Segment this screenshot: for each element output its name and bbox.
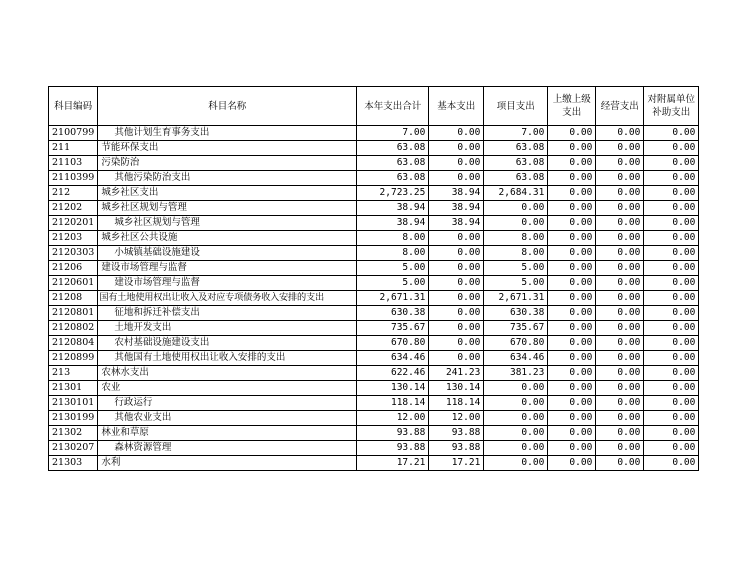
- cell-name: 城乡社区支出: [98, 186, 357, 201]
- cell-subsidy: 0.00: [644, 276, 699, 291]
- cell-project: 5.00: [484, 261, 548, 276]
- cell-code: 21203: [49, 231, 98, 246]
- cell-remit: 0.00: [548, 201, 596, 216]
- cell-basic: 38.94: [429, 216, 484, 231]
- cell-remit: 0.00: [548, 351, 596, 366]
- cell-remit: 0.00: [548, 276, 596, 291]
- cell-code: 2120201: [49, 216, 98, 231]
- cell-subsidy: 0.00: [644, 156, 699, 171]
- cell-business: 0.00: [596, 396, 644, 411]
- header-total: 本年支出合计: [357, 87, 429, 126]
- cell-project: 8.00: [484, 231, 548, 246]
- cell-total: 7.00: [357, 126, 429, 141]
- cell-business: 0.00: [596, 411, 644, 426]
- cell-project: 735.67: [484, 321, 548, 336]
- cell-subsidy: 0.00: [644, 246, 699, 261]
- cell-code: 213: [49, 366, 98, 381]
- table-row: [49, 351, 699, 366]
- header-row: [49, 87, 699, 126]
- cell-subsidy: 0.00: [644, 231, 699, 246]
- cell-code: 21208: [49, 291, 98, 306]
- cell-business: 0.00: [596, 336, 644, 351]
- table-row: [49, 411, 699, 426]
- cell-basic: 38.94: [429, 201, 484, 216]
- cell-project: 7.00: [484, 126, 548, 141]
- cell-total: 63.08: [357, 141, 429, 156]
- cell-total: 670.80: [357, 336, 429, 351]
- cell-basic: 118.14: [429, 396, 484, 411]
- cell-code: 21202: [49, 201, 98, 216]
- header-project: 项目支出: [484, 87, 548, 126]
- cell-name: 建设市场管理与监督: [98, 276, 357, 291]
- cell-total: 93.88: [357, 441, 429, 456]
- cell-name: 污染防治: [98, 156, 357, 171]
- cell-business: 0.00: [596, 306, 644, 321]
- cell-total: 5.00: [357, 261, 429, 276]
- cell-code: 2120899: [49, 351, 98, 366]
- cell-project: 63.08: [484, 171, 548, 186]
- header-basic: 基本支出: [429, 87, 484, 126]
- cell-subsidy: 0.00: [644, 396, 699, 411]
- table-row: [49, 321, 699, 336]
- cell-code: 2120804: [49, 336, 98, 351]
- cell-basic: 0.00: [429, 321, 484, 336]
- cell-project: 0.00: [484, 411, 548, 426]
- cell-subsidy: 0.00: [644, 306, 699, 321]
- cell-business: 0.00: [596, 246, 644, 261]
- cell-remit: 0.00: [548, 186, 596, 201]
- cell-name: 建设市场管理与监督: [98, 261, 357, 276]
- header-subsidy-line2: 补助支出: [652, 107, 691, 118]
- header-business: 经营支出: [596, 87, 644, 126]
- cell-business: 0.00: [596, 441, 644, 456]
- cell-remit: 0.00: [548, 216, 596, 231]
- cell-name: 节能环保支出: [98, 141, 357, 156]
- cell-total: 735.67: [357, 321, 429, 336]
- header-name: 科目名称: [98, 87, 357, 126]
- header-subsidy-line1: 对附属单位: [647, 94, 696, 105]
- cell-remit: 0.00: [548, 141, 596, 156]
- cell-total: 118.14: [357, 396, 429, 411]
- expenditure-table: [48, 86, 699, 471]
- cell-remit: 0.00: [548, 441, 596, 456]
- cell-business: 0.00: [596, 231, 644, 246]
- cell-basic: 241.23: [429, 366, 484, 381]
- cell-remit: 0.00: [548, 231, 596, 246]
- table-row: [49, 396, 699, 411]
- cell-project: 2,671.31: [484, 291, 548, 306]
- cell-business: 0.00: [596, 171, 644, 186]
- cell-name: 其他污染防治支出: [98, 171, 357, 186]
- cell-project: 2,684.31: [484, 186, 548, 201]
- cell-remit: 0.00: [548, 411, 596, 426]
- cell-basic: 0.00: [429, 246, 484, 261]
- cell-business: 0.00: [596, 126, 644, 141]
- cell-code: 2120303: [49, 246, 98, 261]
- cell-business: 0.00: [596, 276, 644, 291]
- cell-name: 农林水支出: [98, 366, 357, 381]
- cell-project: 381.23: [484, 366, 548, 381]
- cell-total: 2,671.31: [357, 291, 429, 306]
- cell-project: 0.00: [484, 216, 548, 231]
- cell-remit: 0.00: [548, 261, 596, 276]
- table-row: [49, 366, 699, 381]
- cell-name: 其他国有土地使用权出让收入安排的支出: [98, 351, 357, 366]
- table-row: [49, 381, 699, 396]
- cell-code: 21206: [49, 261, 98, 276]
- cell-code: 2120802: [49, 321, 98, 336]
- cell-basic: 0.00: [429, 351, 484, 366]
- cell-basic: 12.00: [429, 411, 484, 426]
- cell-basic: 17.21: [429, 456, 484, 471]
- cell-business: 0.00: [596, 291, 644, 306]
- cell-subsidy: 0.00: [644, 366, 699, 381]
- cell-business: 0.00: [596, 201, 644, 216]
- cell-remit: 0.00: [548, 426, 596, 441]
- cell-basic: 38.94: [429, 186, 484, 201]
- cell-basic: 0.00: [429, 291, 484, 306]
- table-row: [49, 426, 699, 441]
- header-remit-line1: 上缴上级: [552, 94, 591, 105]
- cell-business: 0.00: [596, 426, 644, 441]
- header-remit-line2: 支出: [562, 107, 582, 118]
- cell-code: 2130199: [49, 411, 98, 426]
- cell-subsidy: 0.00: [644, 411, 699, 426]
- cell-code: 21302: [49, 426, 98, 441]
- cell-name: 城乡社区规划与管理: [98, 216, 357, 231]
- cell-basic: 0.00: [429, 231, 484, 246]
- cell-code: 2120801: [49, 306, 98, 321]
- cell-subsidy: 0.00: [644, 351, 699, 366]
- cell-business: 0.00: [596, 351, 644, 366]
- cell-remit: 0.00: [548, 291, 596, 306]
- cell-project: 0.00: [484, 201, 548, 216]
- cell-total: 8.00: [357, 231, 429, 246]
- cell-basic: 0.00: [429, 156, 484, 171]
- cell-basic: 0.00: [429, 306, 484, 321]
- cell-total: 630.38: [357, 306, 429, 321]
- cell-name: 农业: [98, 381, 357, 396]
- cell-subsidy: 0.00: [644, 321, 699, 336]
- cell-project: 630.38: [484, 306, 548, 321]
- cell-subsidy: 0.00: [644, 336, 699, 351]
- table-row: [49, 306, 699, 321]
- cell-subsidy: 0.00: [644, 171, 699, 186]
- cell-code: 2130207: [49, 441, 98, 456]
- cell-total: 38.94: [357, 201, 429, 216]
- cell-business: 0.00: [596, 141, 644, 156]
- cell-name: 城乡社区公共设施: [98, 231, 357, 246]
- cell-business: 0.00: [596, 321, 644, 336]
- cell-name: 其他计划生育事务支出: [98, 126, 357, 141]
- table-row: [49, 291, 699, 306]
- cell-code: 2100799: [49, 126, 98, 141]
- cell-remit: 0.00: [548, 246, 596, 261]
- cell-project: 63.08: [484, 141, 548, 156]
- cell-code: 2110399: [49, 171, 98, 186]
- cell-subsidy: 0.00: [644, 186, 699, 201]
- cell-name: 林业和草原: [98, 426, 357, 441]
- cell-remit: 0.00: [548, 396, 596, 411]
- cell-business: 0.00: [596, 186, 644, 201]
- cell-project: 0.00: [484, 456, 548, 471]
- cell-project: 0.00: [484, 426, 548, 441]
- cell-subsidy: 0.00: [644, 126, 699, 141]
- cell-code: 21303: [49, 456, 98, 471]
- cell-basic: 93.88: [429, 441, 484, 456]
- table-row: [49, 126, 699, 141]
- cell-subsidy: 0.00: [644, 201, 699, 216]
- cell-code: 21301: [49, 381, 98, 396]
- cell-basic: 130.14: [429, 381, 484, 396]
- cell-name: 征地和拆迁补偿支出: [98, 306, 357, 321]
- cell-project: 5.00: [484, 276, 548, 291]
- table-body: [49, 126, 699, 471]
- cell-business: 0.00: [596, 216, 644, 231]
- cell-basic: 0.00: [429, 336, 484, 351]
- cell-total: 130.14: [357, 381, 429, 396]
- cell-basic: 0.00: [429, 261, 484, 276]
- cell-subsidy: 0.00: [644, 216, 699, 231]
- table-row: [49, 276, 699, 291]
- table-row: [49, 186, 699, 201]
- header-code: 科目编码: [49, 87, 98, 126]
- cell-total: 63.08: [357, 171, 429, 186]
- table-row: [49, 231, 699, 246]
- cell-business: 0.00: [596, 366, 644, 381]
- cell-remit: 0.00: [548, 126, 596, 141]
- cell-remit: 0.00: [548, 336, 596, 351]
- cell-remit: 0.00: [548, 366, 596, 381]
- cell-remit: 0.00: [548, 456, 596, 471]
- cell-total: 17.21: [357, 456, 429, 471]
- cell-total: 63.08: [357, 156, 429, 171]
- cell-project: 8.00: [484, 246, 548, 261]
- cell-name: 小城镇基础设施建设: [98, 246, 357, 261]
- cell-code: 2120601: [49, 276, 98, 291]
- cell-subsidy: 0.00: [644, 441, 699, 456]
- cell-total: 93.88: [357, 426, 429, 441]
- table-row: [49, 171, 699, 186]
- cell-project: 0.00: [484, 441, 548, 456]
- table-row: [49, 201, 699, 216]
- cell-remit: 0.00: [548, 171, 596, 186]
- cell-remit: 0.00: [548, 381, 596, 396]
- cell-business: 0.00: [596, 456, 644, 471]
- cell-name: 其他农业支出: [98, 411, 357, 426]
- cell-name: 城乡社区规划与管理: [98, 201, 357, 216]
- table-row: [49, 261, 699, 276]
- cell-project: 63.08: [484, 156, 548, 171]
- cell-total: 8.00: [357, 246, 429, 261]
- cell-remit: 0.00: [548, 321, 596, 336]
- cell-project: 0.00: [484, 396, 548, 411]
- cell-business: 0.00: [596, 261, 644, 276]
- cell-total: 622.46: [357, 366, 429, 381]
- cell-code: 2130101: [49, 396, 98, 411]
- header-remit: [548, 87, 596, 126]
- table-row: [49, 216, 699, 231]
- cell-subsidy: 0.00: [644, 381, 699, 396]
- cell-subsidy: 0.00: [644, 291, 699, 306]
- cell-remit: 0.00: [548, 156, 596, 171]
- table-row: [49, 246, 699, 261]
- cell-code: 21103: [49, 156, 98, 171]
- cell-subsidy: 0.00: [644, 456, 699, 471]
- cell-name: 土地开发支出: [98, 321, 357, 336]
- cell-name: 水利: [98, 456, 357, 471]
- cell-project: 634.46: [484, 351, 548, 366]
- cell-project: 0.00: [484, 381, 548, 396]
- cell-name: 农村基础设施建设支出: [98, 336, 357, 351]
- table-row: [49, 336, 699, 351]
- cell-remit: 0.00: [548, 306, 596, 321]
- cell-business: 0.00: [596, 156, 644, 171]
- cell-business: 0.00: [596, 381, 644, 396]
- cell-total: 2,723.25: [357, 186, 429, 201]
- table-row: [49, 456, 699, 471]
- cell-name: 国有土地使用权出让收入及对应专项债务收入安排的支出: [98, 291, 357, 306]
- cell-basic: 0.00: [429, 276, 484, 291]
- cell-total: 634.46: [357, 351, 429, 366]
- cell-code: 212: [49, 186, 98, 201]
- header-subsidy: [644, 87, 699, 126]
- cell-total: 38.94: [357, 216, 429, 231]
- cell-project: 670.80: [484, 336, 548, 351]
- cell-basic: 0.00: [429, 141, 484, 156]
- cell-name: 行政运行: [98, 396, 357, 411]
- cell-basic: 93.88: [429, 426, 484, 441]
- cell-code: 211: [49, 141, 98, 156]
- cell-subsidy: 0.00: [644, 141, 699, 156]
- cell-subsidy: 0.00: [644, 261, 699, 276]
- cell-subsidy: 0.00: [644, 426, 699, 441]
- cell-basic: 0.00: [429, 126, 484, 141]
- cell-total: 5.00: [357, 276, 429, 291]
- cell-basic: 0.00: [429, 171, 484, 186]
- table-row: [49, 441, 699, 456]
- table-row: [49, 156, 699, 171]
- cell-name: 森林资源管理: [98, 441, 357, 456]
- table-row: [49, 141, 699, 156]
- cell-total: 12.00: [357, 411, 429, 426]
